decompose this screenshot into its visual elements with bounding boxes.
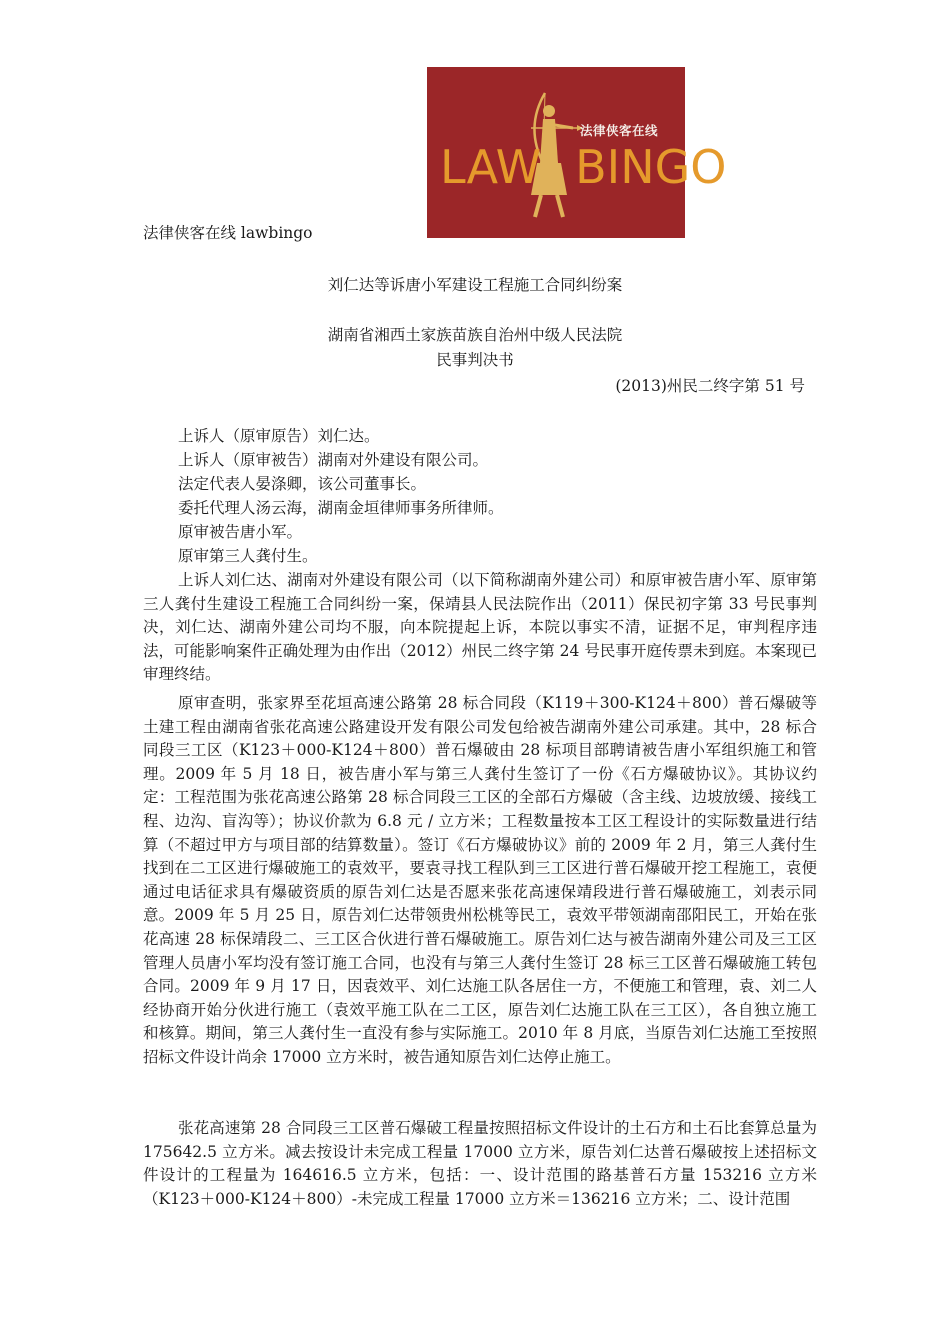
body-paragraph: 上诉人刘仁达、湖南对外建设有限公司（以下简称湖南外建公司）和原审被告唐小军、原审第三人龚付生建设工程施工合同纠纷一案，保靖县人民法院作出（2011）保民初字第 33 号民事判决，刘仁达、湖南外建公司均不服，向本院提起上诉，本院以事实不清，证据不足，审判程序违法，可能影响案件正确处理为由作出（2012）州民二终字第 24 号民事开庭传票未到庭。本案现已审理终结。 (143, 571, 817, 684)
party-line: 法定代表人晏涤卿，该公司董事长。 (178, 475, 427, 493)
party-line: 原审第三人龚付生。 (178, 547, 318, 565)
site-label: 法律侠客在线 lawbingo (143, 224, 313, 242)
document-type: 民事判决书 (436, 351, 514, 369)
logo-wordmark (440, 140, 727, 194)
logo-word-left: LAW (440, 140, 542, 194)
party-line: 上诉人（原审原告）刘仁达。 (178, 427, 380, 445)
court-name: 湖南省湘西土家族苗族自治州中级人民法院 (327, 326, 623, 344)
case-number: (2013)州民二终字第 51 号 (615, 377, 805, 395)
logo-chinese-text: 法律侠客在线 (580, 123, 659, 138)
body-paragraph: 原审查明，张家界至花垣高速公路第 28 标合同段（K119＋300-K124＋800）普石爆破等土建工程由湖南省张花高速公路建设开发有限公司发包给被告湖南外建公司承建。其中，28 标合同段三工区（K123＋000-K124＋800）普石爆破由 28 标项目部聘请被告唐小军组织施工和管理。2009 年 5 月 18 日，被告唐小军与第三人龚付生签订了一份《石方爆破协议》。其协议约定：工程范围为张花高速公路第 28 标合同段三工区的全部石方爆破（含主线、边坡放缓、接线工程、边沟、盲沟等）；协议价款为 6.8 元 / 立方米；工程数量按本工区工程设计的实际数量进行结算（不超过甲方与项目部的结算数量）。签订《石方爆破协议》前的 2009 年 2 月，第三人龚付生找到在二工区进行爆破施工的袁效平，要袁寻找工程队到三工区进行普石爆破开挖工程施工，袁便通过电话征求具有爆破资质的原告刘仁达是否愿来张花高速保靖段进行普石爆破施工，刘表示同意。2009 年 5 月 25 日，原告刘仁达带领贵州松桃等民工，袁效平带领湖南邵阳民工，开始在张花高速 28 标保靖段二、三工区合伙进行普石爆破施工。原告刘仁达与被告湖南外建公司及三工区管理人员唐小军均没有签订施工合同，也没有与第三人龚付生签订 28 标三工区普石爆破施工转包合同。2009 年 9 月 17 日，因袁效平、刘仁达施工队各居住一方，不便施工和管理，袁、刘二人经协商开始分伙进行施工（袁效平施工队在二工区，原告刘仁达施工队在三工区），各自独立施工和核算。期间，第三人龚付生一直没有参与实际施工。2010 年 8 月底，当原告刘仁达施工至按照招标文件设计尚余 17000 立方米时，被告通知原告刘仁达停止施工。 (143, 694, 817, 1066)
document-title: 刘仁达等诉唐小军建设工程施工合同纠纷案 (327, 276, 623, 294)
party-line: 上诉人（原审被告）湖南对外建设有限公司。 (178, 451, 489, 469)
party-line: 原审被告唐小军。 (178, 523, 303, 541)
party-line: 委托代理人汤云海，湖南金垣律师事务所律师。 (178, 499, 504, 517)
body-paragraph: 张花高速第 28 合同段三工区普石爆破工程量按照招标文件设计的土石方和土石比套算总量为 175642.5 立方米。减去按设计未完成工程量 17000 立方米，原告刘仁达普石爆破按上述招标文件设计的工程量为 164616.5 立方米，包括：一、设计范围的路基普石方量 153216 立方米（K123＋000-K124＋800）-未完成工程量 17000 立方米＝136216 立方米；二、设计范围 (143, 1119, 817, 1208)
logo-word-right: BINGO (575, 140, 727, 194)
